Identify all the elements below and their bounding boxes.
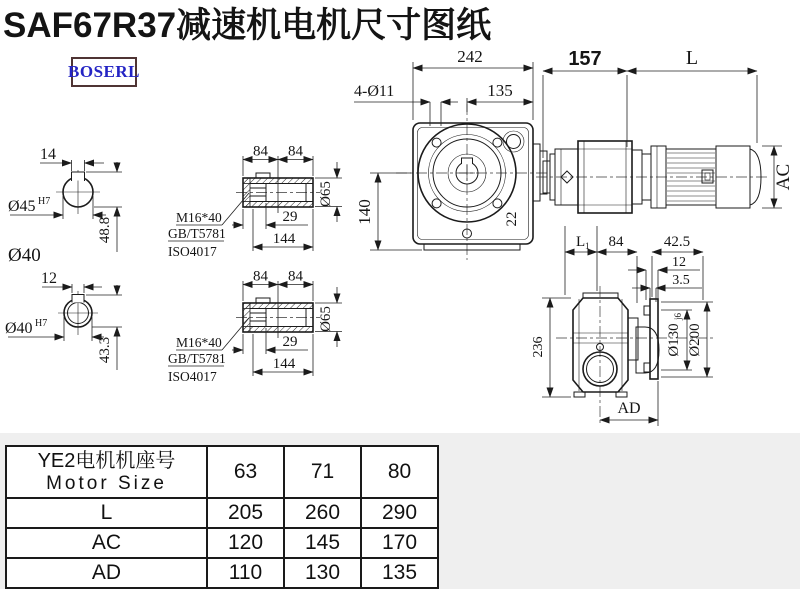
coupling-sleeve-bottom — [168, 269, 342, 385]
label-screw: M16*40 — [176, 335, 222, 350]
dim-motor-dia: AC — [773, 163, 794, 191]
table-header-size-71: 71 — [284, 446, 361, 498]
cell: 110 — [207, 558, 284, 588]
dim-outer-dia: Ø65 — [318, 306, 334, 332]
shaft-dia-label: Ø40 — [8, 245, 41, 266]
motor-label-en: Motor Size — [46, 473, 167, 494]
dim-keyway-width: 14 — [40, 146, 56, 163]
dim-bore-tolerance: H7 — [38, 196, 51, 207]
page-title: SAF67R37减速机电机尺寸图纸 — [3, 6, 492, 45]
dim-seg1: 84 — [253, 143, 268, 160]
coupling-sleeve-top — [168, 144, 342, 260]
label-standard2: ISO4017 — [168, 369, 217, 384]
dim-84: 84 — [608, 234, 624, 250]
table-row-AD — [6, 558, 438, 588]
dim-seg2: 84 — [288, 268, 303, 285]
dim-42-5: 42.5 — [663, 234, 691, 250]
dim-thread-len: 29 — [282, 334, 298, 350]
dim-thread-len: 29 — [282, 209, 298, 225]
label-screw: M16*40 — [176, 210, 222, 225]
dim-l1: L — [576, 234, 586, 250]
label-standard1: GB/T5781 — [168, 226, 226, 241]
dim-motor-length: L — [685, 47, 699, 69]
brand-logo-text: BOSERL — [68, 62, 140, 81]
dim-height-to-center: 140 — [355, 199, 374, 225]
gearbox-motor-side-view — [536, 47, 794, 213]
dim-width: 242 — [457, 47, 483, 66]
cell: 145 — [284, 528, 361, 558]
dim-bore-dia: Ø45 — [8, 198, 36, 215]
dim-spigot: Ø130 — [666, 323, 682, 357]
shaft-section-40 — [5, 270, 122, 370]
cell: 260 — [284, 498, 361, 528]
dim-ad: AD — [617, 400, 641, 417]
cell: 290 — [361, 498, 438, 528]
dim-outer-dia: Ø65 — [318, 181, 334, 207]
row-label: AD — [6, 558, 207, 588]
dim-spigot-tol: j6 — [673, 312, 683, 320]
dim-total-len: 144 — [272, 356, 296, 372]
label-standard2: ISO4017 — [168, 244, 217, 259]
cell: 130 — [284, 558, 361, 588]
dim-bore-dia: Ø40 — [5, 320, 33, 337]
gearbox-rear-view — [531, 226, 716, 426]
dim-total-len: 144 — [272, 231, 296, 247]
row-label: AC — [6, 528, 207, 558]
dim-step1: 12 — [672, 255, 686, 270]
cell: 205 — [207, 498, 284, 528]
cell: 135 — [361, 558, 438, 588]
shaft-section-45 — [8, 146, 122, 252]
table-row-L — [6, 498, 438, 528]
dim-bolt-holes: 4-Ø11 — [354, 83, 395, 100]
motor-label-cn: YE2电机机座号 — [37, 450, 176, 472]
label-standard1: GB/T5781 — [168, 351, 226, 366]
dim-foot: 22 — [504, 211, 520, 227]
gearbox-front-view — [354, 47, 550, 260]
dim-l1-sub: 1 — [585, 241, 590, 251]
motor-size-table — [5, 445, 439, 589]
table-header-size-80: 80 — [361, 446, 438, 498]
table-row-AC — [6, 528, 438, 558]
dim-flange-od: Ø200 — [687, 323, 703, 357]
dim-keyway-height: 48.8 — [97, 216, 113, 244]
dim-bore-tolerance: H7 — [35, 318, 48, 329]
table-header-size-63: 63 — [207, 446, 284, 498]
dim-gear-length: 157 — [568, 48, 602, 70]
dim-keyway-height: 43.3 — [97, 336, 113, 364]
dim-flange-offset: 135 — [487, 81, 513, 100]
dim-seg2: 84 — [288, 143, 303, 160]
table-header-motor-size — [6, 446, 207, 498]
cell: 120 — [207, 528, 284, 558]
dim-height: 236 — [531, 336, 546, 358]
dim-step2: 3.5 — [672, 273, 690, 288]
row-label: L — [6, 498, 207, 528]
cell: 170 — [361, 528, 438, 558]
dim-seg1: 84 — [253, 268, 268, 285]
dim-keyway-width: 12 — [41, 270, 57, 287]
